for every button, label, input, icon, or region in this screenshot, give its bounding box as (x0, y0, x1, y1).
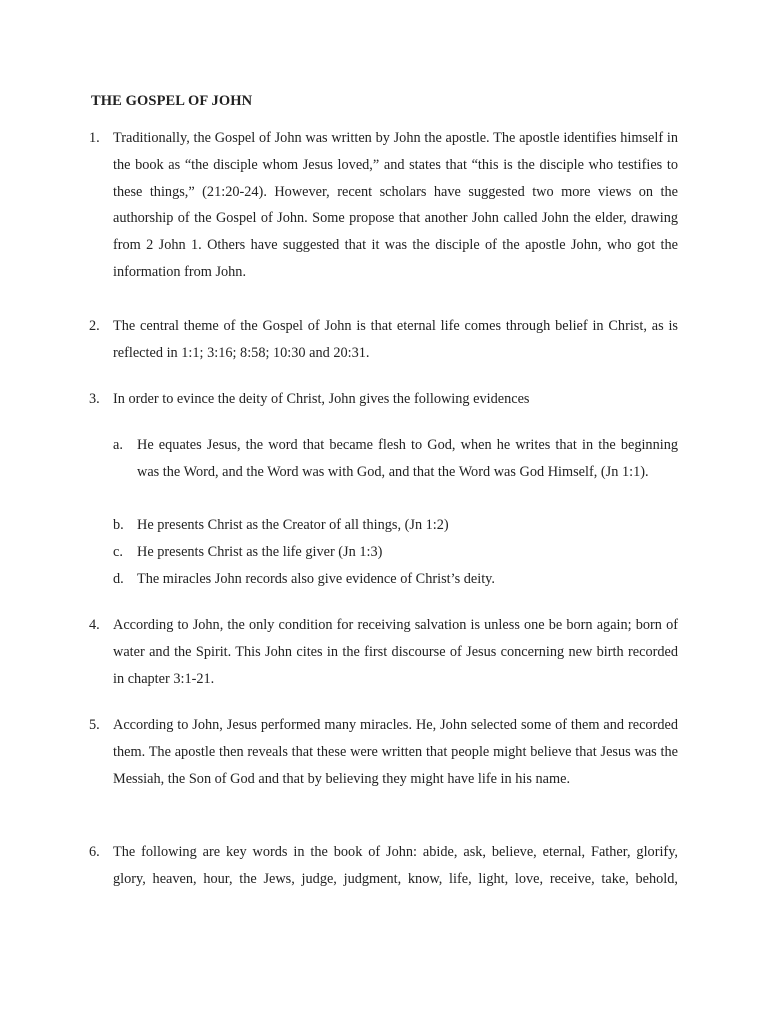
sub-item-text: The miracles John records also give evidence of Christ’s deity. (137, 571, 495, 587)
sub-item-b (113, 512, 678, 539)
sub-item-letter: a. (113, 437, 123, 453)
sub-item-a (113, 432, 678, 486)
list-item-text: The central theme of the Gospel of John is that eternal life comes through belief in Christ, as is reflected in 1:1; 3:16; 8:58; 10:30 and 20:31. (113, 318, 678, 361)
sub-item-d (113, 566, 678, 593)
list-item-number: 3. (89, 391, 100, 407)
list-item-number: 6. (89, 844, 100, 860)
sub-item-text: He equates Jesus, the word that became flesh to God, when he writes that in the beginning was the Word, and the Word was with God, and that the Word was God Himself, (Jn 1:1). (137, 437, 678, 480)
sub-item-text: He presents Christ as the life giver (Jn 1:3) (137, 544, 383, 560)
list-item-number: 1. (89, 130, 100, 146)
list-item-text: The following are key words in the book of John: abide, ask, believe, eternal, Father, glorify, glory, heaven, hour, the Jews, judge, judgment, know, life, light, love, receive, take, behold, (113, 844, 678, 887)
list-item-1 (89, 125, 678, 286)
sub-item-c (113, 539, 678, 566)
list-item-text: According to John, Jesus performed many miracles. He, John selected some of them and recorded them. The apostle then reveals that these were written that people might believe that Jesus was the Messiah, the Son of God and that by believing they might have life in his name. (113, 717, 678, 787)
list-item-3 (89, 386, 678, 413)
list-item-number: 4. (89, 617, 100, 633)
sub-item-letter: c. (113, 544, 123, 560)
list-item-6 (89, 839, 678, 893)
list-item-text: In order to evince the deity of Christ, John gives the following evidences (113, 391, 530, 407)
list-item-text: Traditionally, the Gospel of John was written by John the apostle. The apostle identifies himself in the book as “the disciple whom Jesus loved,” and states that “this is the disciple who testifies to these things,” (21:20-24). However, recent scholars have suggested two more views on the authorship of the Gospel of John. Some propose that another John called John the elder, drawing from 2 John 1. Others have suggested that it was the disciple of the apostle John, who got the information from John. (113, 130, 678, 280)
sub-item-text: He presents Christ as the Creator of all things, (Jn 1:2) (137, 517, 449, 533)
list-item-2 (89, 313, 678, 367)
list-item-5 (89, 712, 678, 792)
list-item-text: According to John, the only condition for receiving salvation is unless one be born again; born of water and the Spirit. This John cites in the first discourse of Jesus concerning new birth recorded in chapter 3:1-21. (113, 617, 678, 687)
list-item-4 (89, 612, 678, 692)
list-item-number: 2. (89, 318, 100, 334)
list-item-number: 5. (89, 717, 100, 733)
sub-item-letter: d. (113, 571, 124, 587)
sub-item-letter: b. (113, 517, 124, 533)
document-title: THE GOSPEL OF JOHN (91, 93, 253, 109)
